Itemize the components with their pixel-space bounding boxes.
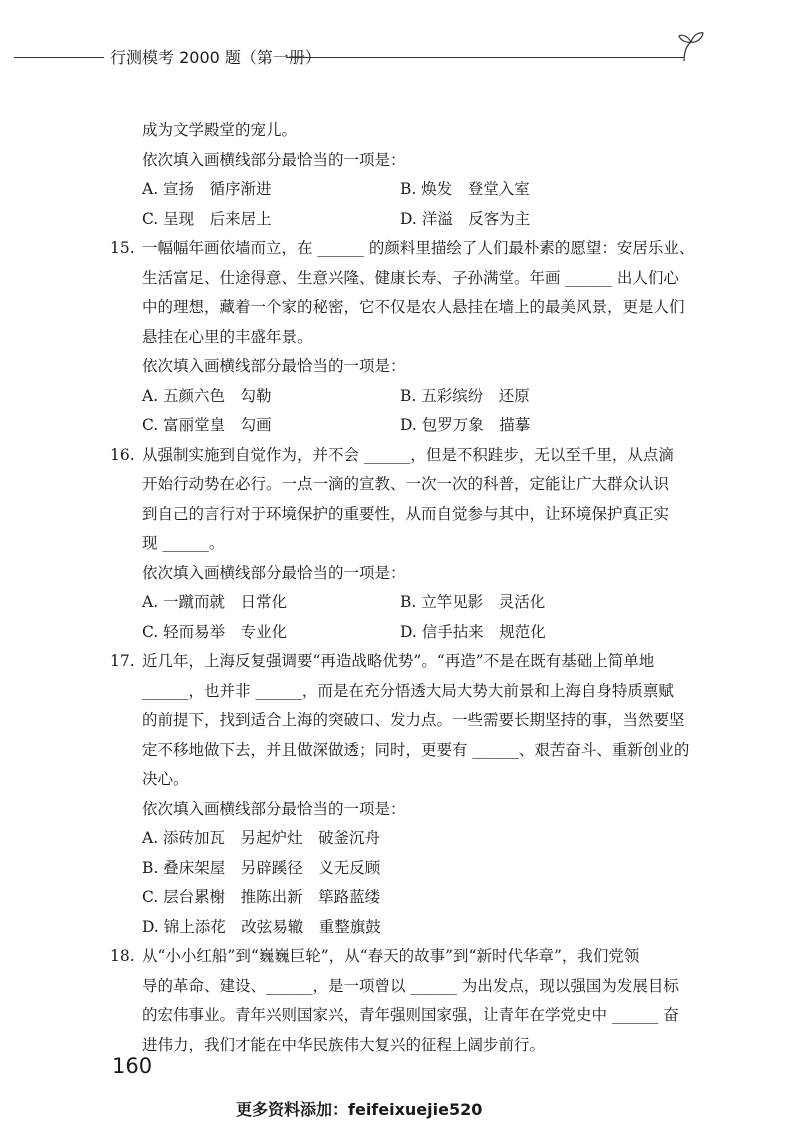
header-rule-right xyxy=(286,57,684,58)
question-text-body xyxy=(110,116,710,1060)
question-number: 18. xyxy=(110,947,135,965)
text-line: 依次填入画横线部分最恰当的一项是： xyxy=(142,563,406,582)
text-line: 现 ______。 xyxy=(142,534,225,552)
option-row xyxy=(110,382,710,412)
option-row xyxy=(110,205,710,235)
text-line: 生活富足、仕途得意、生意兴隆、健康长寿、子孙满堂。年画 ______ 出人们心 xyxy=(142,268,679,287)
option-row xyxy=(110,175,710,205)
question-text: 一幅幅年画依墙而立，在 ______ 的颜料里描绘了人们最朴素的愿望：安居乐业、 xyxy=(142,239,695,257)
option-item: B. 五彩缤纷 还原 xyxy=(400,386,530,405)
option-item: D. 包罗万象 描摹 xyxy=(400,416,531,434)
option-item: D. 洋溢 反客为主 xyxy=(400,209,531,228)
option-item: D. 信手拈来 规范化 xyxy=(400,622,546,641)
text-line: 依次填入画横线部分最恰当的一项是： xyxy=(142,799,406,818)
text-line: C. 层台累榭 推陈出新 筚路蓝缕 xyxy=(142,888,381,906)
option-item: C. 轻而易举 专业化 xyxy=(142,622,288,641)
header-title: 行测模考 2000 题（第一册） xyxy=(110,48,321,67)
question-text: 从“小小红船”到“巍巍巨轮”，从“春天的故事”到“新时代华章”，我们党领 xyxy=(142,947,640,965)
option-row xyxy=(110,411,710,441)
option-row xyxy=(110,588,710,618)
option-item: A. 宣扬 循序渐进 xyxy=(142,180,272,198)
question-text: 近几年，上海反复强调要“再造战略优势”。“再造”不是在既有基础上简单地 xyxy=(142,652,655,670)
text-line: 定不移地做下去，并且做深做透；同时，更要有 ______、艰苦奋斗、重新创业的 xyxy=(142,740,690,759)
option-item: C. 富丽堂皇 勾画 xyxy=(142,416,272,434)
text-line: 开始行动势在必行。一点一滴的宣教、一次一次的科普，定能让广大群众认识 xyxy=(142,475,670,493)
page-header xyxy=(0,42,800,72)
question-number: 17. xyxy=(110,652,135,670)
text-line: 到自己的言行对于环境保护的重要性，从而自觉参与其中，让环境保护真正实 xyxy=(142,504,670,523)
text-line: ______，也并非 ______，而是在充分悟透大局大势大前景和上海自身特质禀赋 xyxy=(142,681,674,700)
text-line: A. 添砖加瓦 另起炉灶 破釜沉舟 xyxy=(142,829,381,847)
question-number: 15. xyxy=(110,239,135,257)
header-rule-left xyxy=(14,57,104,58)
text-line: 的前提下，找到适合上海的突破口、发力点。一些需要长期坚持的事，当然要坚 xyxy=(142,711,685,729)
option-row xyxy=(110,618,710,648)
footer-note: 更多资料添加：feifeixuejie520 xyxy=(236,1100,483,1119)
page-number: 160 xyxy=(112,1054,153,1078)
text-line: 依次填入画横线部分最恰当的一项是： xyxy=(142,150,406,169)
text-line: 导的革命、建设、______，是一项曾以 ______ 为出发点，现以强国为发展目标 xyxy=(142,976,679,995)
question-number: 16. xyxy=(110,445,135,464)
text-line: 进伟力，我们才能在中华民族伟大复兴的征程上阔步前行。 xyxy=(142,1035,546,1054)
option-item: B. 立竿见影 灵活化 xyxy=(400,593,546,611)
text-line: D. 锦上添花 改弦易辙 重整旗鼓 xyxy=(142,917,381,936)
question-text: 从强制实施到自觉作为，并不会 ______，但是不积跬步，无以至千里，从点滴 xyxy=(142,445,674,464)
question-first-line xyxy=(110,234,710,264)
text-line: 成为文学殿堂的宠儿。 xyxy=(142,121,298,139)
text-line: 依次填入画横线部分最恰当的一项是： xyxy=(142,357,406,375)
option-item: A. 五颜六色 勾勒 xyxy=(142,386,272,405)
question-first-line xyxy=(110,441,710,471)
question-first-line xyxy=(110,647,710,677)
option-item: C. 呈现 后来居上 xyxy=(142,209,272,228)
text-line: 中的理想，藏着一个家的秘密，它不仅是农人悬挂在墙上的最美风景，更是人们 xyxy=(142,298,685,316)
option-item: A. 一蹴而就 日常化 xyxy=(142,593,288,611)
text-line: B. 叠床架屋 另辟蹊径 义无反顾 xyxy=(142,858,381,877)
question-first-line xyxy=(110,942,710,972)
text-line: 决心。 xyxy=(142,770,189,788)
option-item: B. 焕发 登堂入室 xyxy=(400,180,530,198)
sprout-icon xyxy=(678,28,704,62)
text-line: 的宏伟事业。青年兴则国家兴，青年强则国家强，让青年在学党史中 ______ 奋 xyxy=(142,1006,679,1024)
text-line: 悬挂在心里的丰盛年景。 xyxy=(142,327,313,346)
